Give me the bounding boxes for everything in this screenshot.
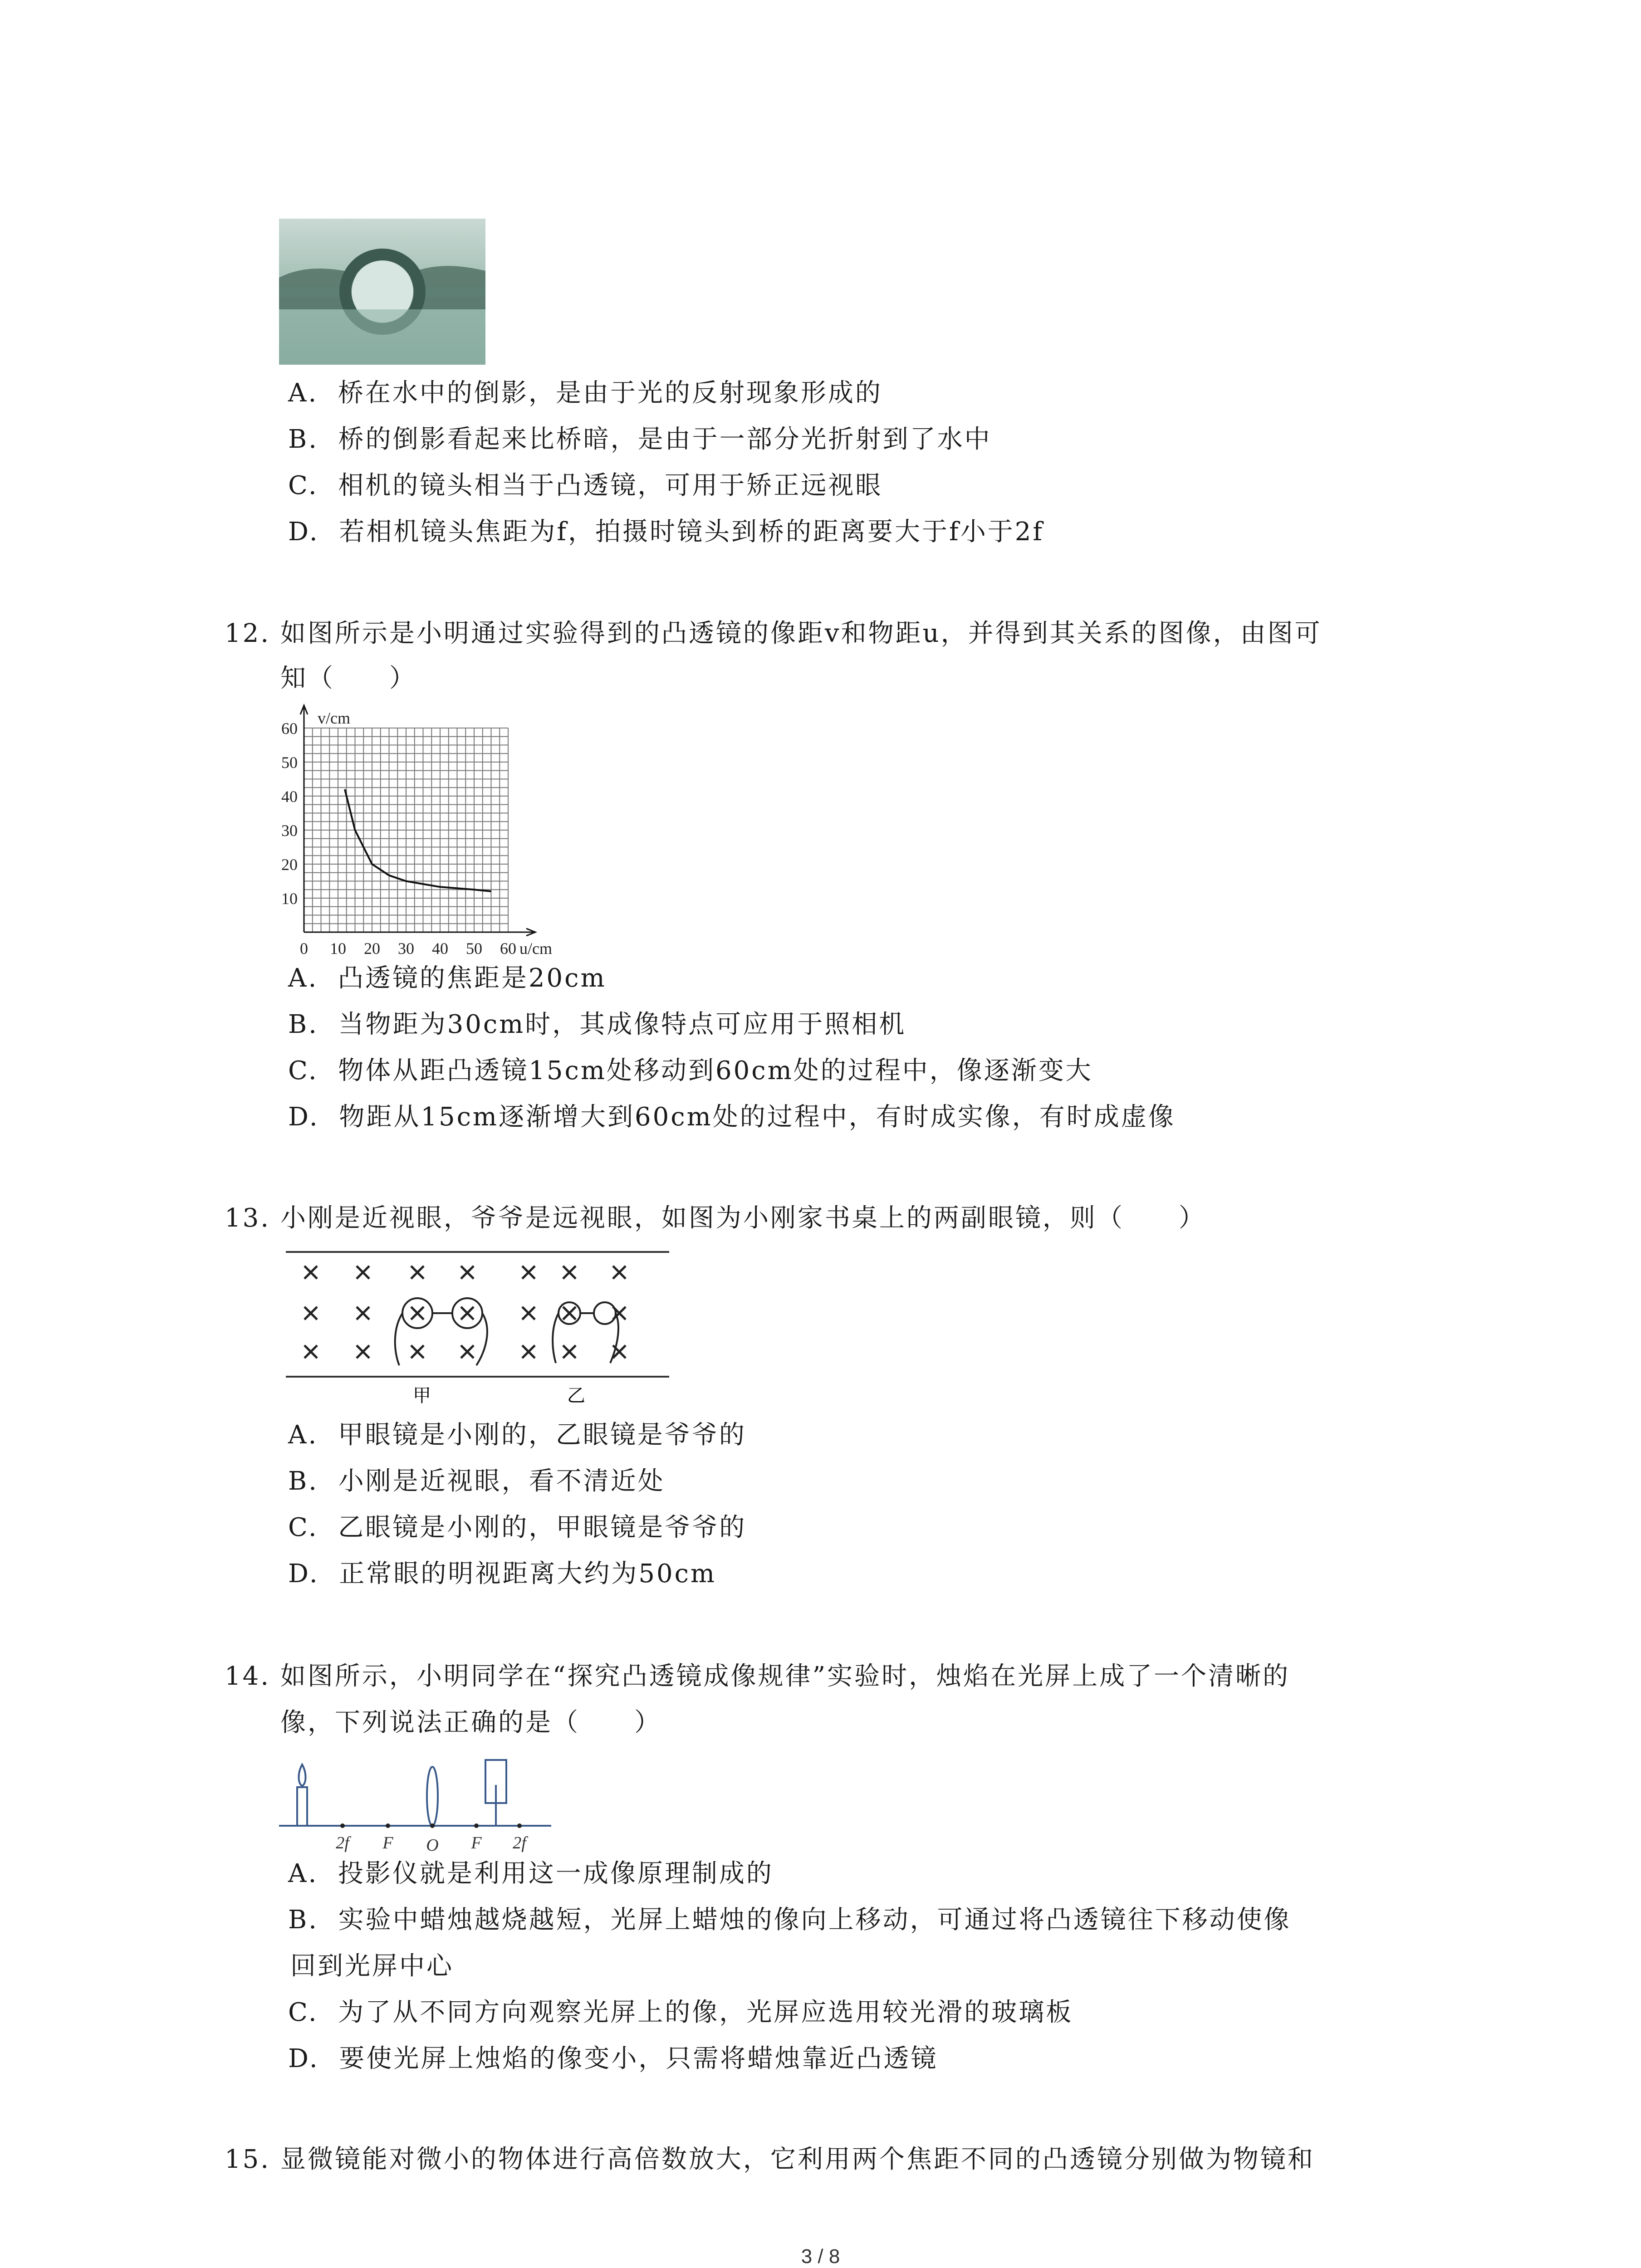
option-letter: B. [288,1905,318,1935]
option-letter: C. [288,471,318,500]
option-text: 当物距为30cm时，其成像特点可应用于照相机 [338,1010,906,1039]
q11-option-d [288,516,1044,548]
q13-option-d [288,1558,716,1590]
y-tick-label: 30 [281,821,298,840]
option-text: 桥的倒影看起来比桥暗，是由于一部分光折射到了水中 [338,425,992,454]
q14-option-a [288,1857,774,1890]
question-text: 如图所示，小明同学在“探究凸透镜成像规律”实验时，烛焰在光屏上成了一个清晰的 [280,1662,1290,1691]
q14-option-b [288,1904,1291,1936]
q15-stem [225,2143,1315,2176]
flame-icon [299,1765,305,1786]
option-letter: A. [288,378,318,408]
q12-stem [225,617,1322,650]
option-letter: B. [288,425,318,454]
axis-label-f-left: F [382,1833,393,1853]
y-axis-label: v/cm [318,709,350,727]
question-text: 小刚是近视眼，爷爷是远视眼，如图为小刚家书桌上的两副眼镜，则（ ） [280,1203,1206,1233]
q12-option-a [288,962,607,995]
q13-option-b [288,1465,665,1498]
x-tick-label: 10 [330,939,346,957]
option-letter: D. [288,1559,319,1589]
option-text: 正常眼的明视距离大约为50cm [339,1559,717,1589]
option-letter: A. [288,1420,318,1450]
q11-option-b [288,423,992,456]
option-letter: D. [288,1102,319,1132]
option-letter: A. [288,1859,318,1888]
option-letter: B. [288,1010,318,1039]
x-tick-label: 30 [398,939,414,957]
option-text: 相机的镜头相当于凸透镜，可用于矫正远视眼 [338,471,883,500]
glasses-figure [286,1250,676,1404]
page-number: 3 / 8 [801,2245,840,2268]
candle-icon [297,1787,307,1826]
x-tick-label: 60 [500,939,516,957]
question-text: 显微镜能对微小的物体进行高倍数放大，它利用两个焦距不同的凸透镜分别做为物镜和 [280,2145,1315,2174]
question-number: 14. [225,1662,271,1691]
option-letter: D. [288,2044,319,2073]
y-tick-label: 20 [281,855,298,874]
axis-label-2f-left: 2f [336,1833,349,1853]
y-tick-label: 60 [281,719,298,738]
lens-bench-figure [279,1753,560,1853]
q12-stem-cont: 知（ ） [280,664,416,693]
q13-stem [225,1202,1206,1235]
x-tick-label: 50 [466,939,482,957]
x-tick-label: 40 [432,939,448,957]
option-text: 凸透镜的焦距是20cm [338,963,607,993]
question-number: 15. [225,2145,271,2174]
question-number: 13. [225,1203,271,1233]
option-letter: B. [288,1466,318,1496]
option-text: 物距从15cm逐渐增大到60cm处的过程中，有时成实像，有时成虚像 [339,1102,1176,1132]
option-text: 物体从距凸透镜15cm处移动到60cm处的过程中，像逐渐变大 [338,1056,1093,1085]
option-letter: D. [288,517,319,547]
option-text: 乙眼镜是小刚的，甲眼镜是爷爷的 [338,1513,747,1542]
axis-label-f-right: F [471,1833,482,1853]
question-number: 12. [225,619,271,648]
option-text: 为了从不同方向观察光屏上的像，光屏应选用较光滑的玻璃板 [338,1998,1073,2027]
glasses-yi [553,1302,618,1363]
option-letter: C. [288,1056,318,1085]
y-tick-label: 40 [281,787,298,806]
fig-label-yi: 乙 [567,1385,585,1404]
q13-option-a [288,1419,746,1452]
q11-option-c [288,469,882,502]
x-axis-label: u/cm [519,939,552,957]
q13-option-c [288,1511,746,1544]
y-tick-label: 50 [281,753,298,772]
q14-option-d [288,2043,938,2075]
option-text: 若相机镜头焦距为f，拍摄时镜头到桥的距离要大于f小于2f [339,517,1044,547]
option-text: 小刚是近视眼，看不清近处 [338,1466,665,1496]
bridge-photo [279,219,485,365]
fig-label-jia: 甲 [413,1385,431,1404]
q11-option-a [288,377,882,410]
option-text: 甲眼镜是小刚的，乙眼镜是爷爷的 [338,1420,746,1450]
q12-option-c [288,1055,1093,1087]
q12-option-d [288,1101,1176,1134]
option-letter: A. [288,963,318,993]
uv-graph [268,696,594,957]
y-tick-label: 10 [281,890,298,908]
q14-option-b-cont: 回到光屏中心 [290,1951,454,1981]
q14-option-c [288,1996,1073,2029]
option-text: 实验中蜡烛越烧越短，光屏上蜡烛的像向上移动，可通过将凸透镜往下移动使像 [338,1905,1291,1935]
axis-label-2f-right: 2f [513,1833,526,1853]
option-text: 要使光屏上烛焰的像变小，只需将蜡烛靠近凸透镜 [339,2044,938,2073]
x-tick-label: 0 [300,939,308,957]
q14-stem-cont: 像，下列说法正确的是（ ） [280,1708,661,1737]
q12-option-b [288,1008,906,1041]
option-letter: C. [288,1513,318,1542]
option-text: 投影仪就是利用这一成像原理制成的 [338,1859,774,1888]
question-text: 如图所示是小明通过实验得到的凸透镜的像距v和物距u，并得到其关系的图像，由图可 [280,619,1322,648]
q14-stem [225,1660,1290,1693]
option-text: 桥在水中的倒影，是由于光的反射现象形成的 [338,378,882,408]
option-letter: C. [288,1998,318,2027]
convex-lens-icon [427,1767,438,1826]
x-tick-label: 20 [364,939,380,957]
axis-label-o: O [426,1836,439,1853]
